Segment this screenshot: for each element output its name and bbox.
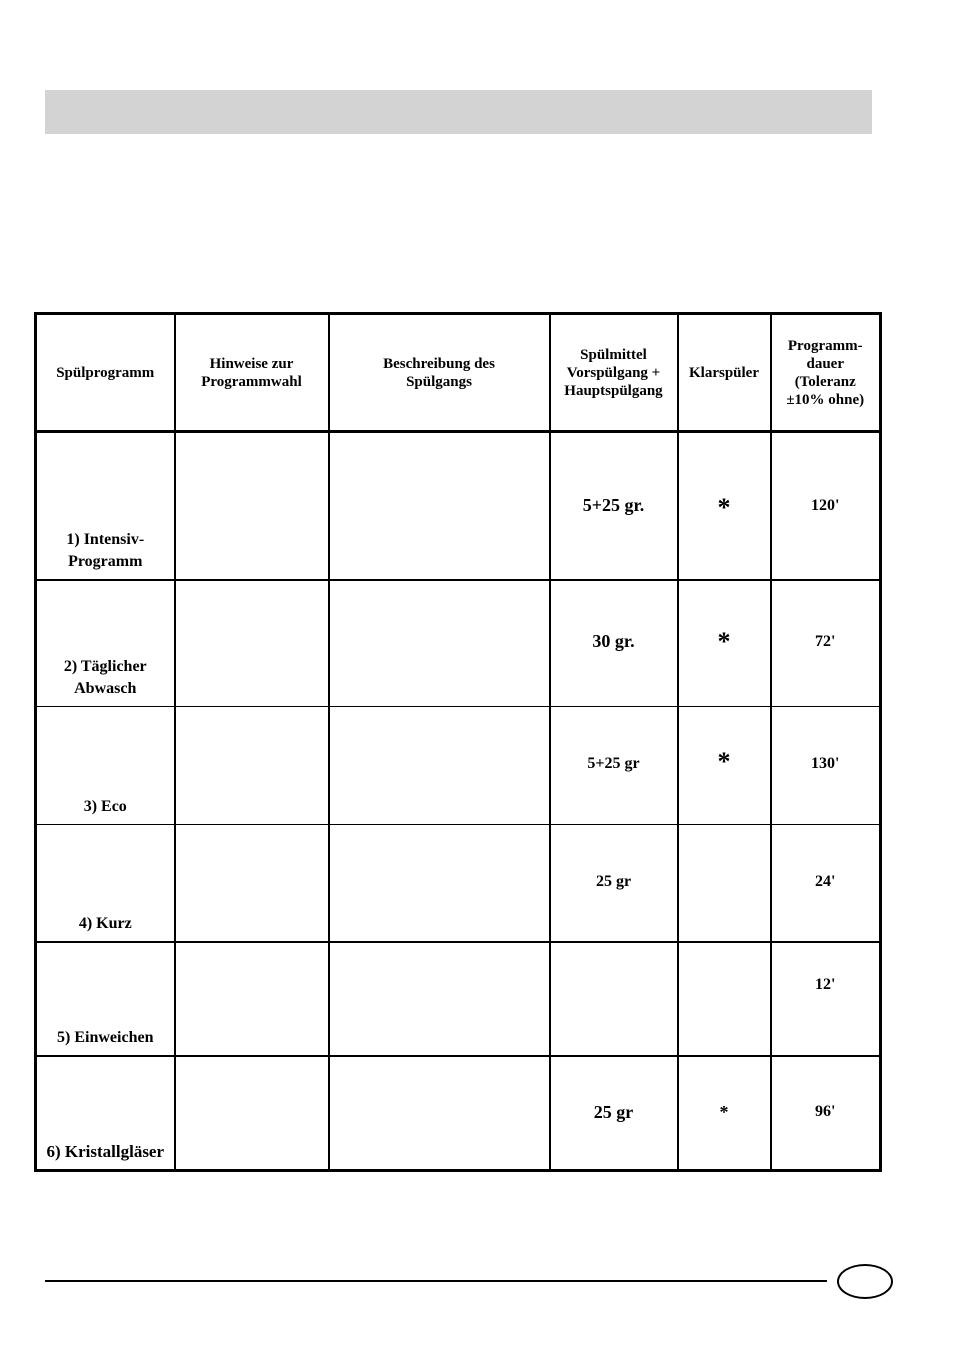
- duration-cell: [771, 1056, 881, 1171]
- detergent-value: 5+25 gr: [587, 755, 640, 773]
- hints-cell: [175, 824, 329, 941]
- hints-cell: [175, 1056, 329, 1171]
- header-duration: Programm-dauer (Toleranz ±10% ohne): [771, 314, 881, 432]
- hints-cell: [175, 580, 329, 707]
- rinse-aid-cell: [678, 824, 771, 941]
- program-name: 3) Eco: [36, 707, 175, 824]
- table-header-row: [36, 314, 881, 432]
- duration-value: 96': [815, 1102, 836, 1120]
- header-hints: Hinweise zur Programmwahl: [175, 314, 329, 432]
- rinse-aid-value: *: [719, 1101, 729, 1122]
- duration-cell: [771, 824, 881, 941]
- description-cell: [329, 1056, 550, 1171]
- rinse-aid-value: *: [717, 627, 731, 657]
- header-description: Beschreibung des Spülgangs: [329, 314, 550, 432]
- table-row: [36, 432, 881, 581]
- program-name: 6) Kristallgläser: [36, 1056, 175, 1171]
- header-rinse-aid: Klarspüler: [678, 314, 771, 432]
- program-name: 5) Einweichen: [36, 942, 175, 1056]
- program-table: [34, 312, 882, 1172]
- hints-cell: [175, 432, 329, 581]
- detergent-cell: [550, 1056, 678, 1171]
- rinse-aid-cell: [678, 1056, 771, 1171]
- detergent-cell: [550, 707, 678, 824]
- rinse-aid-cell: [678, 580, 771, 707]
- rinse-aid-value: *: [717, 747, 731, 777]
- table-row: [36, 580, 881, 707]
- duration-cell: [771, 432, 881, 581]
- description-cell: [329, 432, 550, 581]
- table-row: [36, 1056, 881, 1171]
- table-row: [36, 824, 881, 941]
- rinse-aid-value: *: [717, 493, 731, 522]
- page-number-oval: [837, 1264, 893, 1299]
- detergent-cell: [550, 432, 678, 581]
- table-row: [36, 707, 881, 824]
- rinse-aid-cell: [678, 707, 771, 824]
- duration-cell: [771, 707, 881, 824]
- hints-cell: [175, 707, 329, 824]
- detergent-value: 25 gr: [593, 1101, 634, 1122]
- program-name: 4) Kurz: [36, 824, 175, 941]
- description-cell: [329, 942, 550, 1056]
- duration-value: 120': [811, 497, 840, 514]
- program-name: 2) Täglicher Abwasch: [36, 580, 175, 707]
- duration-value: 130': [811, 755, 840, 773]
- duration-cell: [771, 580, 881, 707]
- program-name: 1) Intensiv-Programm: [36, 432, 175, 581]
- duration-value: 72': [815, 633, 836, 651]
- description-cell: [329, 824, 550, 941]
- footer-line: [45, 1280, 827, 1282]
- detergent-value: 5+25 gr.: [582, 495, 645, 515]
- description-cell: [329, 707, 550, 824]
- header-program: Spülprogramm: [36, 314, 175, 432]
- title-bar: [45, 90, 872, 134]
- table-row: [36, 942, 881, 1056]
- detergent-cell: [550, 824, 678, 941]
- detergent-cell: [550, 942, 678, 1056]
- duration-value: 24': [815, 872, 836, 890]
- detergent-value: 25 gr: [595, 872, 632, 890]
- rinse-aid-cell: [678, 942, 771, 1056]
- duration-cell: [771, 942, 881, 1056]
- hints-cell: [175, 942, 329, 1056]
- rinse-aid-cell: [678, 432, 771, 581]
- header-detergent: Spülmittel Vorspülgang + Hauptspülgang: [550, 314, 678, 432]
- duration-value: 12': [815, 975, 836, 993]
- detergent-value: 30 gr.: [592, 631, 635, 652]
- detergent-cell: [550, 580, 678, 707]
- description-cell: [329, 580, 550, 707]
